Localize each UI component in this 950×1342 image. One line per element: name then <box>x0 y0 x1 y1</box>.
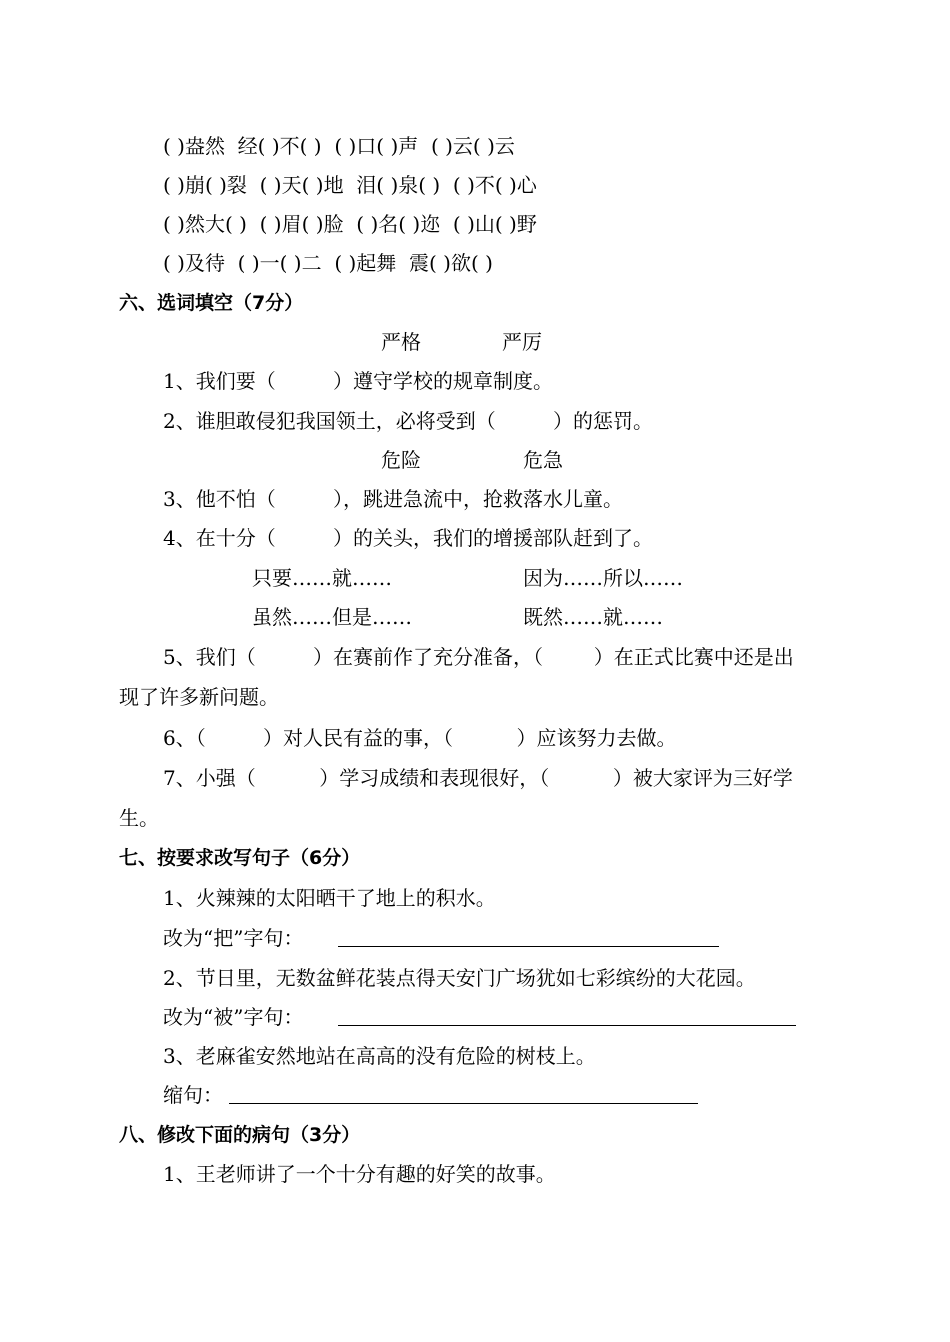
section7-q2-prompt: 改为“被”字句： <box>163 1005 304 1029</box>
word-choice-a1: 严格 <box>381 330 421 354</box>
idiom-row-4: ( )及待 ( )一( )二 ( )起舞 震( )欲( ) <box>163 251 493 275</box>
answer-line-2[interactable] <box>338 1025 796 1026</box>
section8-q1: 1、王老师讲了一个十分有趣的好笑的故事。 <box>163 1162 556 1186</box>
idiom-row-1: ( )盎然 经( )不( ) ( )口( )声 ( )云( )云 <box>163 134 515 158</box>
conjunction-3: 虽然……但是…… <box>252 605 412 629</box>
section6-q2: 2、谁胆敢侵犯我国领土，必将受到（ ）的惩罚。 <box>163 409 653 433</box>
section6-q4: 4、在十分（ ）的关头，我们的增援部队赶到了。 <box>163 526 653 550</box>
section6-q5-line2: 现了许多新问题。 <box>119 685 279 709</box>
answer-line-3[interactable] <box>229 1103 698 1104</box>
word-choice-a2: 危险 <box>381 448 421 472</box>
word-choice-b2: 危急 <box>523 448 563 472</box>
section6-q6: 6、（ ）对人民有益的事，（ ）应该努力去做。 <box>163 726 677 750</box>
section6-q1: 1、我们要（ ）遵守学校的规章制度。 <box>163 369 553 393</box>
section8-title: 八、修改下面的病句（3分） <box>119 1124 361 1146</box>
section7-q1-prompt: 改为“把”字句： <box>163 926 304 950</box>
idiom-row-2: ( )崩( )裂 ( )天( )地 泪( )泉( ) ( )不( )心 <box>163 173 537 197</box>
conjunction-1: 只要……就…… <box>252 566 392 590</box>
section6-q3: 3、他不怕（ ），跳进急流中，抢救落水儿童。 <box>163 487 623 511</box>
word-choice-b1: 严厉 <box>502 330 542 354</box>
section6-q7-line2: 生。 <box>119 806 159 830</box>
section7-q1: 1、火辣辣的太阳晒干了地上的积水。 <box>163 886 496 910</box>
conjunction-2: 因为……所以…… <box>523 566 683 590</box>
section6-q7-line1: 7、小强（ ）学习成绩和表现很好，（ ）被大家评为三好学 <box>163 766 793 790</box>
section7-q3-prompt: 缩句： <box>163 1083 223 1107</box>
section7-q2: 2、节日里，无数盆鲜花装点得天安门广场犹如七彩缤纷的大花园。 <box>163 966 756 990</box>
section6-title: 六、选词填空（7分） <box>119 292 304 314</box>
conjunction-4: 既然……就…… <box>523 605 663 629</box>
answer-line-1[interactable] <box>338 946 719 947</box>
section6-q5-line1: 5、我们（ ）在赛前作了充分准备，（ ）在正式比赛中还是出 <box>163 645 794 669</box>
section7-title: 七、按要求改写句子（6分） <box>119 847 361 869</box>
section7-q3: 3、老麻雀安然地站在高高的没有危险的树枝上。 <box>163 1044 596 1068</box>
idiom-row-3: ( )然大( ) ( )眉( )脸 ( )名( )迩 ( )山( )野 <box>163 212 537 236</box>
